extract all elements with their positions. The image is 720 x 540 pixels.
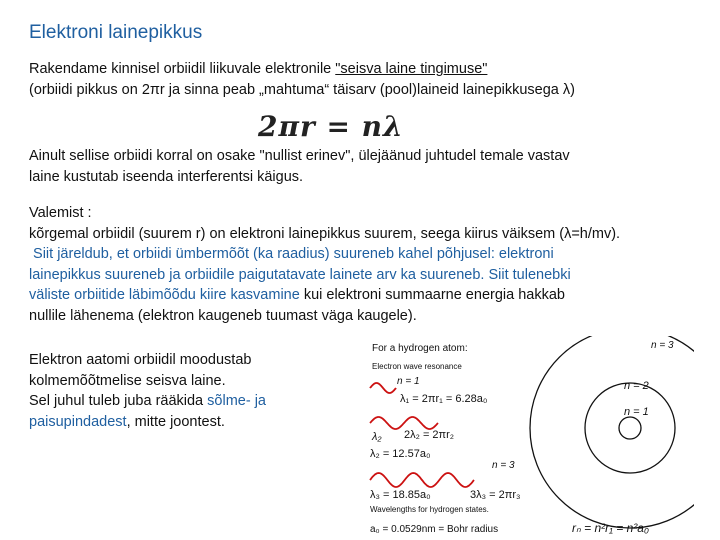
- three-d-paragraph: [29, 350, 266, 432]
- intro-text: Rakendame kinnisel orbiidil liikuvale elektronile: [29, 61, 336, 77]
- formula-line-1: Valemist :: [29, 205, 92, 221]
- bohr-radius: a₀ = 0.0529nm = Bohr radius: [370, 524, 499, 535]
- hydrogen-standing-wave-figure: [364, 336, 694, 540]
- n3-label-left: n = 3: [492, 460, 515, 471]
- rn-formula: rₙ = n²r₁ = n²a₀: [572, 521, 649, 535]
- n2-label: n = 2: [624, 380, 649, 392]
- formula-line-4: lainepikkus suureneb ja orbiidile paigutatavate lainete arv ka suureneb. Siit tulenebki: [29, 266, 571, 283]
- wave-n1: [370, 383, 396, 393]
- formula-line-5: kui elektroni summaarne energia hakkab: [299, 287, 565, 303]
- three-d-line-2: kolmemõõtmelise seisva laine.: [29, 372, 226, 389]
- orbit-formula: 2πr = nλ: [258, 110, 404, 143]
- three-d-line-4: , mitte joontest.: [126, 413, 225, 430]
- formula-line-5-highlight: väliste orbiitide läbimõõdu kiire kasvamine: [29, 287, 300, 303]
- figure-subheader: Electron wave resonance: [372, 362, 462, 371]
- orbit-n3: [530, 336, 694, 528]
- eq-lambda3-value: λ₃ = 18.85a₀: [370, 489, 431, 501]
- node-surfaces-text: sõlme- ja: [207, 393, 266, 409]
- slide-title: Elektroni lainepikkus: [29, 22, 203, 43]
- nonzero-line-2: laine kustutab iseenda interferentsi käigus.: [29, 168, 304, 185]
- lambda2-label: λ₂: [372, 431, 382, 443]
- orbit-n1: [619, 417, 641, 439]
- eq-3lambda3: 3λ₃ = 2πr₃: [470, 489, 521, 501]
- eq-lambda2-value: λ₂ = 12.57a₀: [370, 448, 431, 460]
- standing-wave-condition: "seisva laine tingimuse": [335, 61, 488, 77]
- three-d-line-1: Elektron aatomi orbiidil moodustab: [29, 352, 252, 368]
- n3-label: n = 3: [651, 340, 674, 351]
- formula-line-6: nullile lähenema (elektron kaugeneb tuumast väga kaugele).: [29, 307, 417, 324]
- nonzero-line-1: Ainult sellise orbiidi korral on osake "nullist erinev", ülejäänud juhtudel temale vastav: [29, 148, 570, 164]
- formula-paragraph: [29, 203, 620, 326]
- n1-label-left: n = 1: [397, 376, 420, 387]
- wave-n2: [370, 417, 438, 429]
- orbit-n2: [585, 383, 675, 473]
- three-d-line-3: Sel juhul tuleb juba rääkida: [29, 393, 208, 409]
- eq-2lambda2: 2λ₂ = 2πr₂: [404, 429, 455, 441]
- figure-caption: Wavelengths for hydrogen states.: [370, 505, 489, 514]
- formula-line-2: kõrgemal orbiidil (suurem r) on elektroni lainepikkus suurem, seega kiirus väiksem (λ=h/mv).: [29, 225, 621, 242]
- wave-n3: [370, 473, 474, 487]
- formula-line-3: Siit järeldub, et orbiidi ümbermõõt (ka raadius) suureneb kahel põhjusel: elektroni: [29, 246, 554, 262]
- antinode-surfaces-text: paisupindadest: [29, 413, 127, 430]
- intro-paragraph: [29, 59, 575, 100]
- intro-text-2: (orbiidi pikkus on 2πr ja sinna peab „mahtuma“ täisarv (pool)laineid lainepikkusega λ): [29, 81, 575, 98]
- eq-lambda1: λ₁ = 2πr₁ = 6.28a₀: [400, 393, 488, 405]
- nonzero-paragraph: [29, 146, 570, 187]
- n1-label: n = 1: [624, 406, 649, 418]
- figure-header: For a hydrogen atom:: [372, 343, 468, 354]
